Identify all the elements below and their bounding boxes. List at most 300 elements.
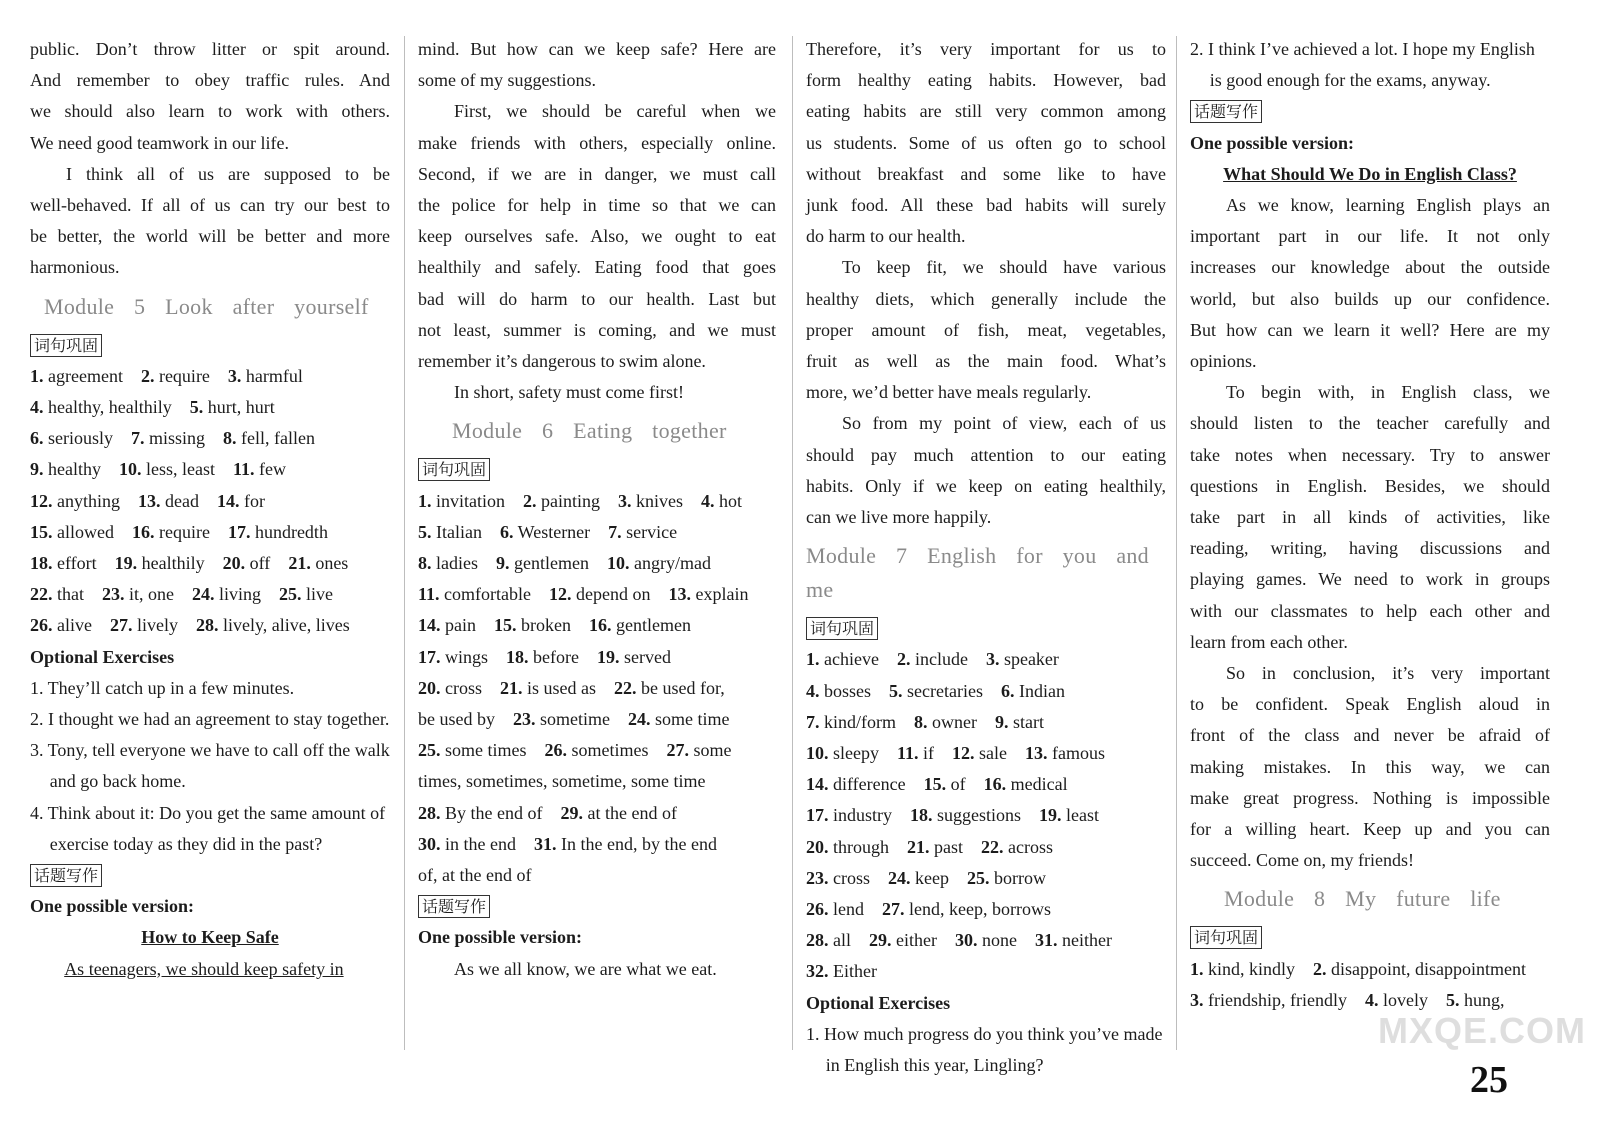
answer-row [418, 673, 776, 704]
answer-row [30, 392, 390, 423]
answer-text: few [254, 459, 286, 480]
answer-text: lend [828, 899, 864, 920]
answer-row [418, 860, 776, 891]
answer-number: 16. [131, 521, 155, 542]
answer-number: 29. [869, 930, 892, 951]
answer-row [806, 707, 1166, 738]
exercise-item: 2. I thought we had an agreement to stay together. [30, 709, 390, 730]
answer-text: ones [310, 553, 349, 574]
answer-number: 13. [668, 584, 691, 605]
answer-text: agreement [43, 365, 123, 386]
text-line: world, but also builds up our confidence. [1190, 288, 1550, 309]
text-line: To keep fit, we should have various [842, 257, 1166, 278]
version-label: One possible version: [1190, 132, 1355, 153]
text-line: remember it’s dangerous to swim alone. [418, 351, 706, 372]
section-tag: 词句巩固 [1190, 926, 1262, 949]
answer-row [418, 579, 776, 610]
paragraph [1190, 658, 1550, 876]
answer-number: 10. [118, 459, 142, 480]
answer-number: 1. [30, 365, 44, 386]
answer-row [806, 832, 1166, 863]
answer-text: sometime [535, 709, 610, 730]
answer-text: borrow [989, 867, 1046, 888]
answer-text: secretaries [902, 680, 983, 701]
answer-number: 2. [1313, 958, 1327, 979]
text-line: increases our knowledge about the outside [1190, 257, 1550, 278]
answer-number: 9. [30, 459, 44, 480]
answer-row [418, 610, 776, 641]
answer-text: some [689, 740, 732, 761]
answer-number: 3. [227, 365, 242, 386]
section-tag: 词句巩固 [418, 458, 490, 481]
answer-text: hundredth [250, 521, 328, 542]
text-line: should pay much attention to our eating [806, 444, 1166, 465]
answer-row [30, 548, 390, 579]
answer-text: keep [910, 867, 949, 888]
answer-number: 28. [195, 615, 219, 636]
answer-row [418, 829, 776, 860]
answer-text: Either [828, 961, 877, 982]
text-line: keep ourselves safe. Also, we ought to eat [418, 226, 776, 247]
answer-text: By the end of [440, 802, 543, 823]
answer-number: 15. [923, 774, 947, 795]
answer-number: 1. [1190, 958, 1204, 979]
section-tag: 话题写作 [1190, 100, 1262, 123]
text-line: for a willing heart. Keep up and you can [1190, 819, 1550, 840]
answer-text: suggestions [932, 805, 1022, 826]
answer-text: healthily [137, 553, 205, 574]
answer-number: 19. [114, 553, 138, 574]
module-heading: Module 8 My future life [1224, 886, 1501, 912]
answer-number: 10. [606, 553, 630, 574]
text-line: And remember to obey traffic rules. And [30, 70, 390, 91]
answer-text: seriously [43, 428, 113, 449]
answer-number: 8. [914, 711, 928, 732]
text-line: Therefore, it’s very important for us to [806, 39, 1166, 59]
answer-text: least [1061, 805, 1100, 826]
answer-text: live [301, 584, 334, 605]
answer-text: service [621, 521, 678, 542]
exercise-item: 1. They’ll catch up in a few minutes. [30, 677, 295, 698]
answer-text: disappoint, disappointment [1326, 958, 1527, 979]
answer-number: 27. [666, 740, 689, 761]
answer-number: 12. [952, 743, 975, 764]
answer-number: 32. [806, 961, 829, 982]
answer-text: hot [714, 490, 743, 511]
answer-text: allowed [52, 521, 114, 542]
answer-text: famous [1047, 743, 1105, 764]
answer-text: off [245, 553, 271, 574]
answer-number: 26. [806, 899, 829, 920]
answer-text: be used for, [636, 677, 725, 698]
column-divider [792, 36, 793, 1050]
answer-row [30, 361, 390, 392]
answer-row [418, 548, 776, 579]
answer-row [806, 863, 1166, 894]
section-tag: 话题写作 [418, 895, 490, 918]
answer-text: neither [1057, 930, 1112, 951]
answer-number: 7. [608, 521, 622, 542]
text-line: harmonious. [30, 257, 120, 278]
text-line: to be confident. Speak English aloud in [1190, 694, 1550, 715]
watermark: MXQE.COM [1378, 1010, 1587, 1051]
answer-text: that [52, 584, 84, 605]
text-line: I think all of us are supposed to be [66, 163, 390, 184]
text-line: playing games. We need to work in groups [1190, 569, 1550, 590]
answer-number: 18. [30, 553, 53, 574]
answer-text: pain [440, 615, 476, 636]
text-line: making mistakes. In this way, we can [1190, 756, 1550, 777]
optional-exercises-title: Optional Exercises [806, 992, 951, 1013]
answer-text: either [891, 930, 937, 951]
text-line: us students. Some of us often go to school [806, 132, 1166, 153]
text-line: take notes when necessary. Try to answer [1190, 444, 1550, 465]
answer-number: 19. [1039, 805, 1062, 826]
answer-text: of, at the end of [418, 865, 532, 886]
text-line: should listen to the teacher carefully and [1190, 413, 1550, 434]
module-heading: Module 6 Eating together [452, 418, 727, 444]
paragraph [806, 408, 1166, 533]
answer-text: Indian [1014, 680, 1065, 701]
answer-text: is used as [522, 677, 596, 698]
answer-text: depend on [571, 584, 651, 605]
answer-number: 22. [30, 584, 53, 605]
section-tag: 词句巩固 [30, 334, 102, 357]
answer-text: difference [828, 774, 906, 795]
answer-text: ladies [431, 553, 478, 574]
answer-number: 20. [418, 677, 441, 698]
answer-number: 15. [30, 521, 53, 542]
answer-list [418, 486, 776, 892]
text-line: be better, the world will be better and more [30, 226, 390, 247]
answer-number: 5. [889, 680, 903, 701]
answer-text: living [214, 584, 262, 605]
paragraph [418, 34, 776, 96]
answer-row [418, 766, 776, 797]
column-divider [404, 36, 405, 1050]
answer-number: 27. [109, 615, 133, 636]
column-divider [1176, 36, 1177, 1050]
answer-text: harmful [241, 365, 303, 386]
answer-text: speaker [999, 649, 1059, 670]
text-line: we should also learn to work with others. [30, 101, 390, 122]
answer-number: 22. [981, 836, 1004, 857]
text-line: To begin with, in English class, we [1226, 382, 1550, 403]
answer-row [418, 517, 776, 548]
answer-text: dead [160, 490, 199, 511]
text-line: fruit as well as the main food. What’s [806, 351, 1166, 372]
answer-number: 27. [882, 899, 905, 920]
answer-text: in the end [440, 833, 516, 854]
answer-number: 2. [523, 490, 537, 511]
answer-text: healthy [43, 459, 101, 480]
answer-number: 11. [896, 743, 919, 764]
text-line: make great progress. Nothing is impossible [1190, 787, 1550, 808]
version-label: One possible version: [30, 896, 195, 917]
answer-number: 24. [888, 867, 911, 888]
text-line: bad will do harm to our health. Last but [418, 288, 776, 309]
answer-number: 31. [1034, 930, 1058, 951]
answer-number: 11. [232, 459, 255, 480]
answer-text: lively, alive, lives [218, 615, 350, 636]
text-line: opinions. [1190, 351, 1257, 372]
text-line: not least, summer is coming, and we must [418, 319, 776, 340]
exercise-item: 1. How much progress do you think you’ve made in English this year, Lingling? [806, 1023, 1163, 1076]
answer-number: 30. [954, 930, 978, 951]
answer-text: before [528, 646, 579, 667]
answer-row [1190, 954, 1550, 985]
paragraph [30, 34, 390, 159]
page-number: 25 [1470, 1059, 1508, 1101]
answer-number: 1. [418, 490, 432, 511]
text-line: public. Don’t throw litter or spit around. [30, 39, 390, 59]
answer-number: 8. [223, 428, 237, 449]
answer-number: 5. [418, 521, 432, 542]
text-line: As we know, learning English plays an [1226, 195, 1550, 216]
text-line: healthy diets, which generally include the [806, 288, 1166, 309]
answer-number: 4. [701, 490, 715, 511]
answer-number: 14. [806, 774, 829, 795]
text-line: the police for help in time so that we can [418, 195, 776, 216]
answer-text: of [946, 774, 966, 795]
answer-text: alive [52, 615, 92, 636]
answer-row [806, 769, 1166, 800]
answer-text: friendship, friendly [1203, 989, 1347, 1010]
answer-text: kind, kindly [1203, 958, 1296, 979]
answer-number: 31. [533, 833, 557, 854]
essay-title: How to Keep Safe [141, 927, 279, 948]
answer-text: sale [974, 743, 1007, 764]
paragraph [418, 96, 776, 377]
answer-row [418, 704, 776, 735]
answer-text: sometimes [567, 740, 649, 761]
version-label: One possible version: [418, 927, 583, 948]
answer-number: 4. [806, 680, 820, 701]
answer-text: comfortable [439, 584, 531, 605]
answer-text: medical [1006, 774, 1068, 795]
answer-text: achieve [819, 649, 879, 670]
answer-text: painting [536, 490, 600, 511]
answer-row [30, 610, 390, 641]
answer-row [418, 486, 776, 517]
answer-number: 9. [496, 553, 510, 574]
answer-list [1190, 954, 1550, 1016]
answer-row [418, 798, 776, 829]
answer-text: effort [52, 553, 97, 574]
answer-number: 17. [418, 646, 441, 667]
answer-text: gentlemen [509, 553, 589, 574]
answer-text: hurt, hurt [203, 397, 275, 418]
text-line: without breakfast and some like to have [806, 163, 1166, 184]
answer-number: 25. [418, 740, 441, 761]
answer-text: at the end of [582, 802, 677, 823]
text-line: form healthy eating habits. However, bad [806, 70, 1166, 91]
answer-number: 2. [896, 649, 911, 670]
answer-text: bosses [819, 680, 872, 701]
text-line: make friends with others, especially online. [418, 132, 776, 153]
answer-text: none [977, 930, 1017, 951]
column-2 [418, 34, 776, 985]
text-line: habits. Only if we keep on eating healthily, [806, 475, 1166, 496]
answer-number: 18. [506, 646, 529, 667]
answer-row [30, 423, 390, 454]
text-line: First, we should be careful when we [454, 101, 776, 122]
answer-text: start [1008, 711, 1044, 732]
answer-text: less, least [141, 459, 215, 480]
answer-row [30, 517, 390, 548]
answer-list [806, 644, 1166, 987]
section-tag: 话题写作 [30, 864, 102, 887]
answer-text: across [1003, 836, 1053, 857]
answer-row [806, 800, 1166, 831]
answer-text: missing [144, 428, 206, 449]
answer-row [30, 579, 390, 610]
optional-exercises-title: Optional Exercises [30, 646, 175, 667]
text-line: mind. But how can we keep safe? Here are [418, 39, 776, 59]
answer-number: 8. [418, 553, 432, 574]
answer-number: 15. [494, 615, 517, 636]
answer-text: it, one [124, 584, 174, 605]
answer-text: past [929, 836, 963, 857]
answer-number: 18. [910, 805, 933, 826]
answer-number: 20. [806, 836, 829, 857]
text-line: can we live more happily. [806, 507, 992, 528]
answer-text: require [154, 521, 210, 542]
answer-number: 3. [618, 490, 632, 511]
answer-text: In the end, by the end [556, 833, 717, 854]
answer-number: 23. [512, 709, 536, 730]
text-line: healthily and safely. Eating food that goes [418, 257, 776, 278]
answer-number: 2. [140, 365, 155, 386]
answer-text: lend, keep, borrows [904, 899, 1051, 920]
exercise-item: 4. Think about it: Do you get the same amount of exercise today as they did in the past? [30, 802, 386, 854]
answer-text: knives [631, 490, 683, 511]
answer-number: 28. [418, 802, 441, 823]
module-heading: Module 7 English for you and me [806, 543, 1149, 603]
answer-number: 7. [806, 711, 820, 732]
text-line: As teenagers, we should keep safety in [64, 958, 344, 979]
column-4 [1190, 34, 1550, 1016]
answer-number: 14. [418, 615, 441, 636]
text-line: more, we’d better have meals regularly. [806, 382, 1092, 403]
answer-text: healthy, healthily [43, 397, 172, 418]
answer-number: 22. [614, 677, 637, 698]
answer-text: times, sometimes, sometime, some time [418, 771, 706, 792]
answer-text: hung, [1459, 989, 1505, 1010]
answer-text: owner [927, 711, 977, 732]
exercise-item: 2. I think I’ve achieved a lot. I hope my English is good enough for the exams, anyway. [1190, 39, 1535, 91]
text-line: So in conclusion, it’s very important [1226, 663, 1550, 684]
answer-number: 28. [806, 930, 829, 951]
answer-text: some times [440, 740, 527, 761]
answer-number: 4. [1364, 989, 1379, 1010]
text-line: proper amount of fish, meat, vegetables, [806, 319, 1166, 340]
paragraph [1190, 377, 1550, 658]
answer-number: 23. [102, 584, 125, 605]
answer-row [30, 454, 390, 485]
answer-text: lively [132, 615, 178, 636]
answer-text: industry [828, 805, 893, 826]
answer-row [806, 894, 1166, 925]
answer-text: through [828, 836, 889, 857]
answer-text: for [239, 490, 265, 511]
text-line: do harm to our health. [806, 226, 966, 247]
answer-number: 3. [985, 649, 1000, 670]
answer-number: 21. [288, 553, 311, 574]
answer-number: 16. [588, 615, 612, 636]
answer-text: invitation [431, 490, 505, 511]
answer-number: 17. [806, 805, 829, 826]
answer-text: require [154, 365, 210, 386]
answer-number: 6. [499, 521, 514, 542]
answer-number: 14. [216, 490, 240, 511]
text-line: some of my suggestions. [418, 70, 596, 91]
text-line: questions in English. Besides, we should [1190, 475, 1550, 496]
column-1 [30, 34, 390, 985]
column-3 [806, 34, 1166, 1081]
answer-row [806, 676, 1166, 707]
answer-text: served [619, 646, 671, 667]
answer-text: all [828, 930, 851, 951]
text-line: take part in all kinds of activities, like [1190, 507, 1550, 528]
answer-number: 24. [192, 584, 215, 605]
answer-row [806, 738, 1166, 769]
answer-number: 17. [227, 521, 251, 542]
text-line: front of the class and never be afraid of [1190, 725, 1550, 746]
answer-number: 19. [596, 646, 620, 667]
answer-text: include [910, 649, 968, 670]
answer-number: 13. [138, 490, 161, 511]
text-line: In short, safety must come first! [454, 382, 684, 403]
answer-row [806, 956, 1166, 987]
answer-text: kind/form [819, 711, 896, 732]
text-line: eating habits are still very common among [806, 101, 1166, 122]
answer-number: 3. [1190, 989, 1204, 1010]
answer-number: 25. [966, 867, 990, 888]
text-line: reading, writing, having discussions and [1190, 538, 1550, 559]
answer-text: be used by [418, 709, 495, 730]
answer-number: 1. [806, 649, 820, 670]
essay-title: What Should We Do in English Class? [1223, 163, 1517, 184]
text-line: with our classmates to help each other and [1190, 600, 1550, 621]
answer-number: 24. [627, 709, 651, 730]
answer-number: 11. [418, 584, 440, 605]
text-line: Second, if we are in danger, we must call [418, 163, 776, 184]
answer-row [418, 642, 776, 673]
section-tag: 词句巩固 [806, 617, 878, 640]
answer-text: explain [690, 584, 749, 605]
answer-list [30, 361, 390, 642]
answer-text: Westerner [513, 521, 591, 542]
answer-text: cross [828, 867, 870, 888]
answer-text: if [918, 743, 934, 764]
answer-number: 25. [279, 584, 302, 605]
text-line: junk food. All these bad habits will surely [806, 195, 1166, 216]
answer-number: 26. [30, 615, 53, 636]
paragraph [30, 159, 390, 284]
answer-number: 10. [806, 743, 829, 764]
text-line: So from my point of view, each of us [842, 413, 1166, 434]
answer-text: angry/mad [629, 553, 711, 574]
answer-number: 12. [30, 490, 53, 511]
answer-row [30, 486, 390, 517]
answer-number: 5. [189, 397, 204, 418]
answer-number: 13. [1024, 743, 1048, 764]
answer-number: 21. [907, 836, 930, 857]
answer-number: 6. [1000, 680, 1015, 701]
answer-row [418, 735, 776, 766]
text-line: succeed. Come on, my friends! [1190, 850, 1414, 871]
